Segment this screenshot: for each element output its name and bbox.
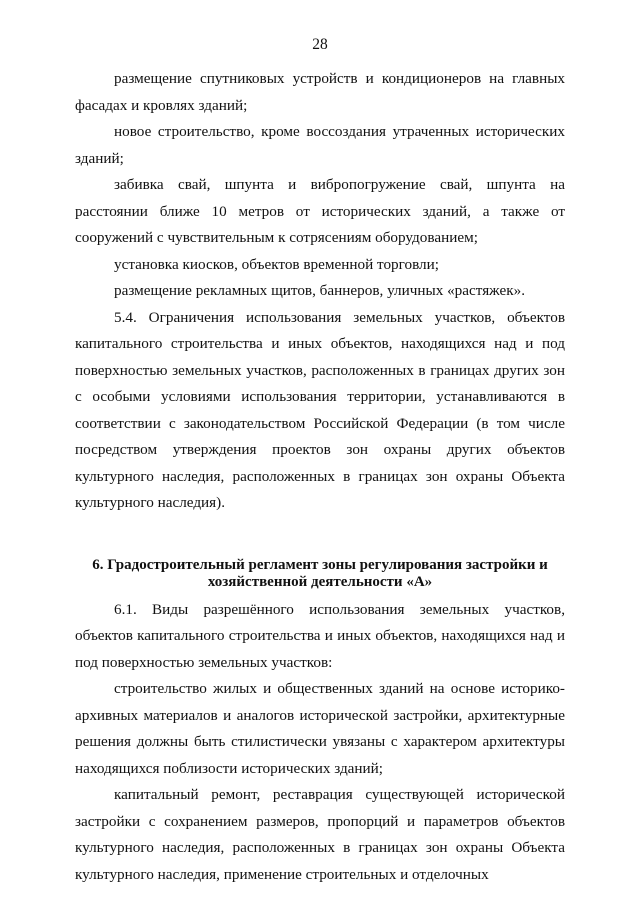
paragraph: 5.4. Ограничения использования земельных участков, объектов капитального строительства и иных объектов, находящихся над и под поверхностью земельных участков, расположенных в границах других зон с особыми условиями использования территории, устанавливаются в соответствии с законодательством Российской Федерации (в том числе посредством утверждения проектов зон охраны других объектов культурного наследия, расположенных в границах зон охраны Объекта культурного наследия). [75, 308, 565, 511]
paragraph: капитальный ремонт, реставрация существующей исторической застройки с сохранением размеров, пропорций и параметров объектов культурного наследия, расположенных в границах зон охраны Объекта культурного наследия, применение строительных и отделочных [75, 786, 565, 883]
document-body [75, 66, 565, 888]
paragraph: новое строительство, кроме воссоздания утраченных исторических зданий; [75, 123, 565, 167]
paragraph: установка киосков, объектов временной торговли; [114, 255, 439, 273]
paragraph: забивка свай, шпунта и вибропогружение свай, шпунта на расстоянии ближе 10 метров от исторических зданий, а также от сооружений с чувствительным к сотрясениям оборудованием; [75, 176, 565, 246]
page-number: 28 [312, 36, 328, 53]
paragraph: 6.1. Виды разрешённого использования земельных участков, объектов капитального строительства и иных объектов, находящихся над и под поверхностью земельных участков: [75, 600, 565, 671]
paragraph: размещение рекламных щитов, баннеров, уличных «растяжек». [114, 282, 525, 299]
paragraph: строительство жилых и общественных зданий на основе историко-архивных материалов и аналогов исторической застройки, архитектурные решения должны быть стилистически увязаны с характером архитектуры находящихся поблизости исторических зданий; [75, 680, 565, 777]
paragraph: размещение спутниковых устройств и кондиционеров на главных фасадах и кровлях зданий; [75, 70, 565, 114]
section-heading: 6. Градостроительный регламент зоны регулирования застройки и хозяйственной деятельности «А» [92, 556, 548, 590]
